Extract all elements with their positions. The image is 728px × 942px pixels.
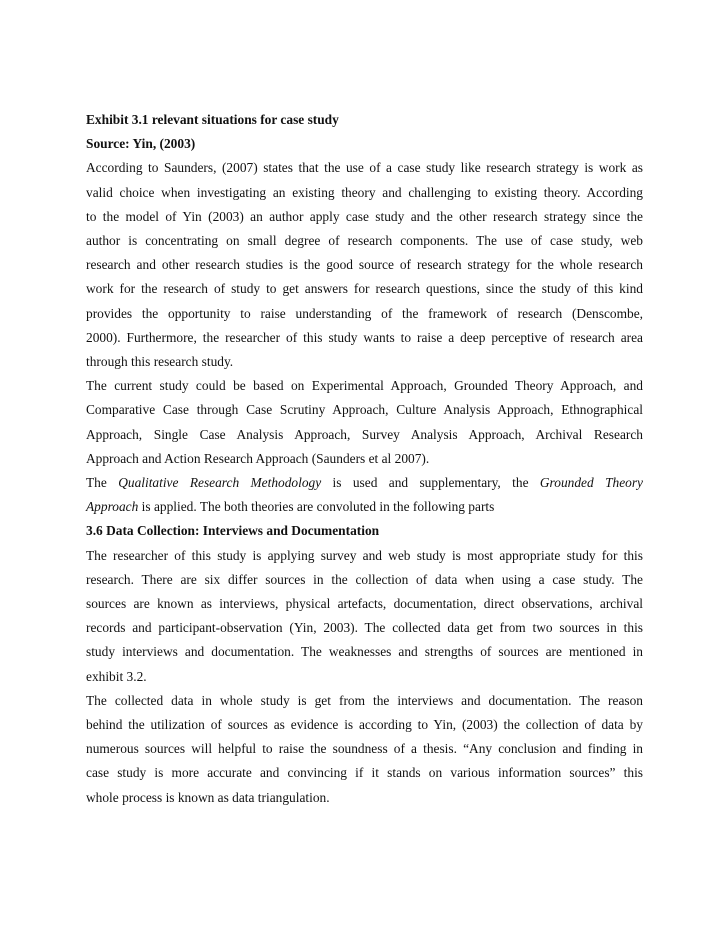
paragraph-line: Approach and Action Research Approach (Saunders et al 2007). — [86, 450, 430, 466]
paragraph-line: Comparative Case through Case Scrutiny Approach, Culture Analysis Approach, Ethnographical — [86, 402, 643, 418]
exhibit-caption: Exhibit 3.1 relevant situations for case study — [86, 112, 339, 127]
paragraph-line: work for the research of study to get answers for research questions, since the study of this kind — [86, 281, 643, 297]
paragraph-line: behind the utilization of sources as evidence is according to Yin, (2003) the collection of data by — [86, 717, 643, 733]
paragraph-line: Approach, Single Case Analysis Approach, Survey Analysis Approach, Archival Research — [86, 426, 643, 442]
paragraph-line: sources are known as interviews, physical artefacts, documentation, direct observations, archival — [86, 596, 643, 612]
document-body — [86, 108, 643, 810]
paragraph-line: The collected data in whole study is get from the interviews and documentation. The reason — [86, 692, 643, 708]
paragraph-line: through this research study. — [86, 354, 234, 370]
paragraph-data-sources — [86, 544, 643, 689]
paragraph-line: valid choice when investigating an existing theory and challenging to existing theory. According — [86, 184, 643, 200]
paragraph-research-approaches — [86, 374, 643, 471]
paragraph-line: The researcher of this study is applying survey and web study is most appropriate study for this — [86, 547, 643, 563]
paragraph-line — [86, 495, 643, 519]
paragraph-line: study interviews and documentation. The weaknesses and strengths of sources are mentioned in — [86, 644, 643, 660]
paragraph-line: whole process is known as data triangulation. — [86, 789, 330, 805]
paragraph-line: The current study could be based on Experimental Approach, Grounded Theory Approach, and — [86, 378, 643, 394]
paragraph-line: research. There are six differ sources in the collection of data when using a case study. The — [86, 571, 643, 587]
paragraph-methodology — [86, 471, 643, 519]
text-run: is applied. The both theories are convoluted in the following parts — [138, 499, 495, 515]
text-run: The — [86, 475, 119, 491]
paragraph-line: 2000). Furthermore, the researcher of this study wants to raise a deep perceptive of research area — [86, 329, 643, 345]
text-run: is used and supplementary, the — [321, 475, 540, 491]
emphasis-qualitative-methodology: Qualitative Research Methodology — [118, 475, 322, 491]
paragraph-line: records and participant-observation (Yin, 2003). The collected data get from two sources in this — [86, 620, 643, 636]
exhibit-source: Source: Yin, (2003) — [86, 136, 196, 152]
paragraph-line: case study is more accurate and convincing if it stands on various information sources” this — [86, 765, 643, 781]
paragraph-saunders-case-study — [86, 156, 643, 374]
paragraph-line: to the model of Yin (2003) an author apply case study and the other research strategy since the — [86, 208, 643, 224]
paragraph-line: exhibit 3.2. — [86, 668, 147, 684]
emphasis-grounded-theory: Grounded Theory — [539, 475, 644, 491]
emphasis-approach: Approach — [86, 499, 139, 515]
paragraph-line: author is concentrating on small degree of research components. The use of case study, web — [86, 233, 643, 249]
section-heading: 3.6 Data Collection: Interviews and Documentation — [86, 523, 380, 539]
paragraph-triangulation — [86, 689, 643, 810]
paragraph-line — [86, 471, 643, 495]
paragraph-line: provides the opportunity to raise understanding of the framework of research (Denscombe, — [86, 305, 643, 321]
paragraph-line: research and other research studies is the good source of research strategy for the whole research — [86, 257, 643, 273]
paragraph-line: According to Saunders, (2007) states that the use of a case study like research strategy is work as — [86, 160, 643, 176]
paragraph-line: numerous sources will helpful to raise the soundness of a thesis. “Any conclusion and finding in — [86, 741, 643, 757]
